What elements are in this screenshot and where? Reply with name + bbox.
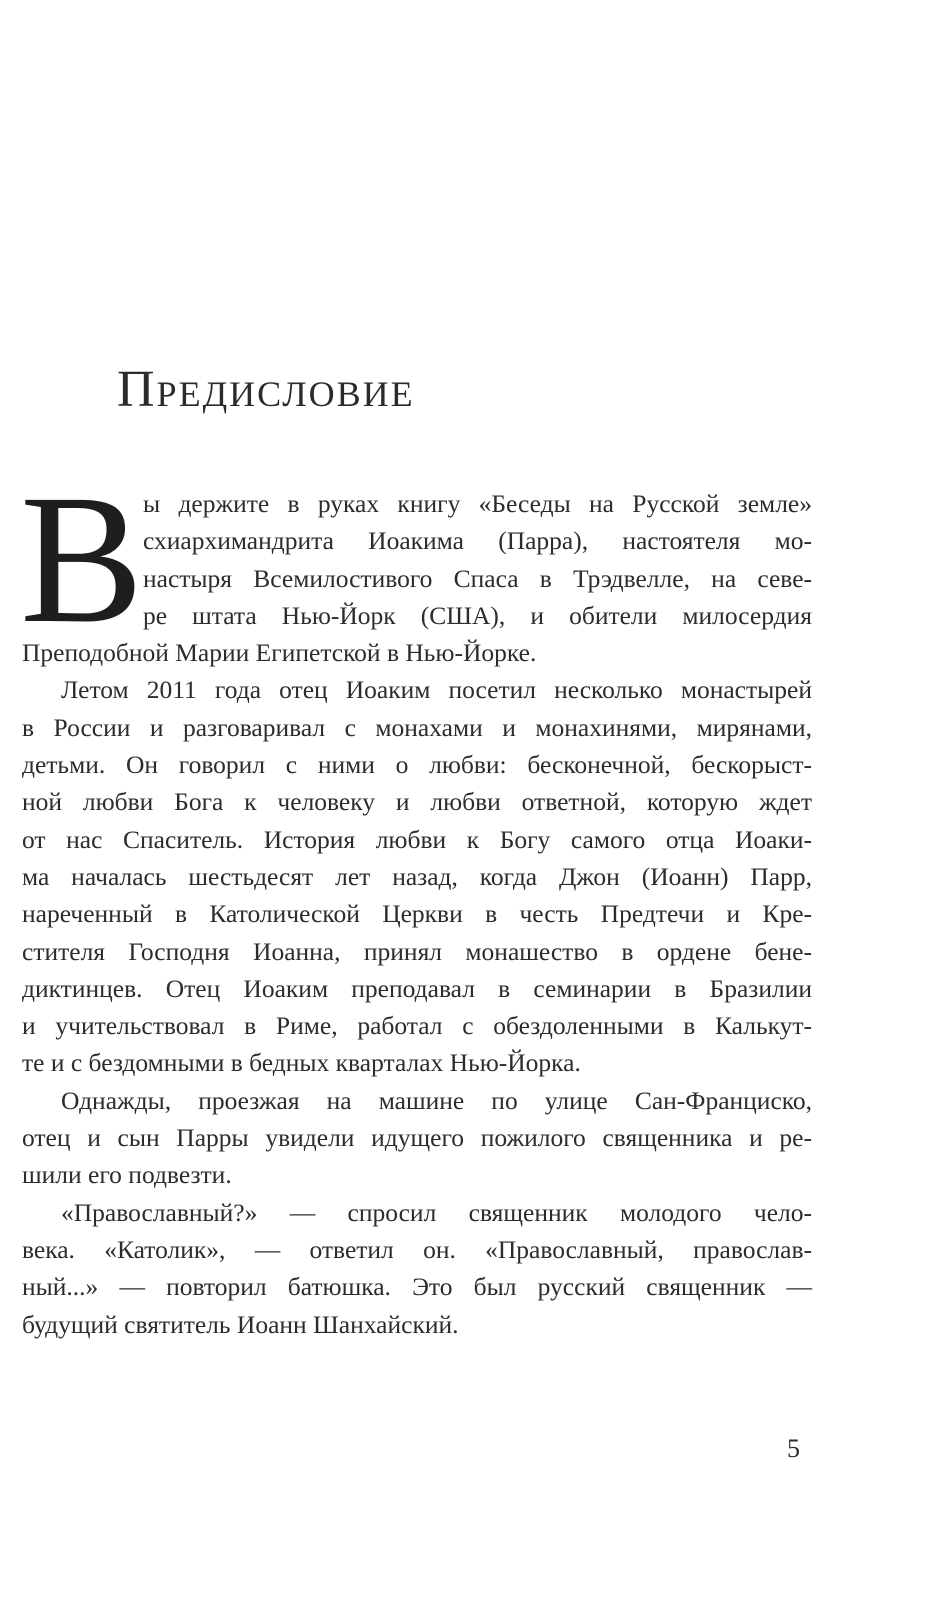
text-line: детьми. Он говорил с ними о любви: бесконечной, бескорыст- <box>22 750 812 780</box>
drop-cap-letter: В <box>20 457 144 662</box>
text-line: «Православный?» — спросил священник молодого чело- <box>61 1197 812 1227</box>
text-line: Однажды, проезжая на машине по улице Сан-Франциско, <box>61 1085 812 1115</box>
text-line: Летом 2011 года отец Иоаким посетил несколько монастырей <box>61 675 812 705</box>
text-line: ма началась шестьдесят лет назад, когда Джон (Иоанн) Парр, <box>22 861 812 891</box>
text-line: стителя Господня Иоанна, принял монашество в ордене бене- <box>22 936 812 966</box>
text-line: ной любви Бога к человеку и любви ответной, которую ждет <box>22 787 812 817</box>
text-line: Преподобной Марии Египетской в Нью-Йорке. <box>22 638 537 668</box>
page-number: 5 <box>787 1434 800 1463</box>
text-line: те и с бездомными в бедных кварталах Нью-Йорка. <box>22 1048 581 1078</box>
text-line: ный...» — повторил батюшка. Это был русский священник — <box>22 1272 812 1302</box>
text-line: шили его подвезти. <box>22 1160 232 1190</box>
text-line: настыря Всемилостивого Спаса в Трэдвелле, на севе- <box>143 563 812 593</box>
text-line: нареченный в Католической Церкви в честь Предтечи и Кре- <box>22 899 812 929</box>
text-line: диктинцев. Отец Иоаким преподавал в семинарии в Бразилии <box>22 973 812 1003</box>
text-line: от нас Спаситель. История любви к Богу самого отца Иоаки- <box>22 824 812 854</box>
body-text <box>22 485 812 1343</box>
chapter-heading: Предисловие <box>117 361 415 418</box>
text-line: отец и сын Парры увидели идущего пожилого священника и ре- <box>22 1123 812 1153</box>
text-line: и учительствовал в Риме, работал с обездоленными в Калькут- <box>22 1011 812 1041</box>
text-line: ы держите в руках книгу «Беседы на Русской земле» <box>143 489 812 518</box>
text-line: ре штата Нью-Йорк (США), и обители милосердия <box>143 600 812 630</box>
text-line: будущий святитель Иоанн Шанхайский. <box>22 1309 459 1339</box>
text-line: века. «Католик», — ответил он. «Православный, православ- <box>22 1234 812 1264</box>
text-line: в России и разговаривал с монахами и монахинями, мирянами, <box>22 712 812 742</box>
text-line: схиархимандрита Иоакима (Парра), настоятеля мо- <box>143 526 812 556</box>
